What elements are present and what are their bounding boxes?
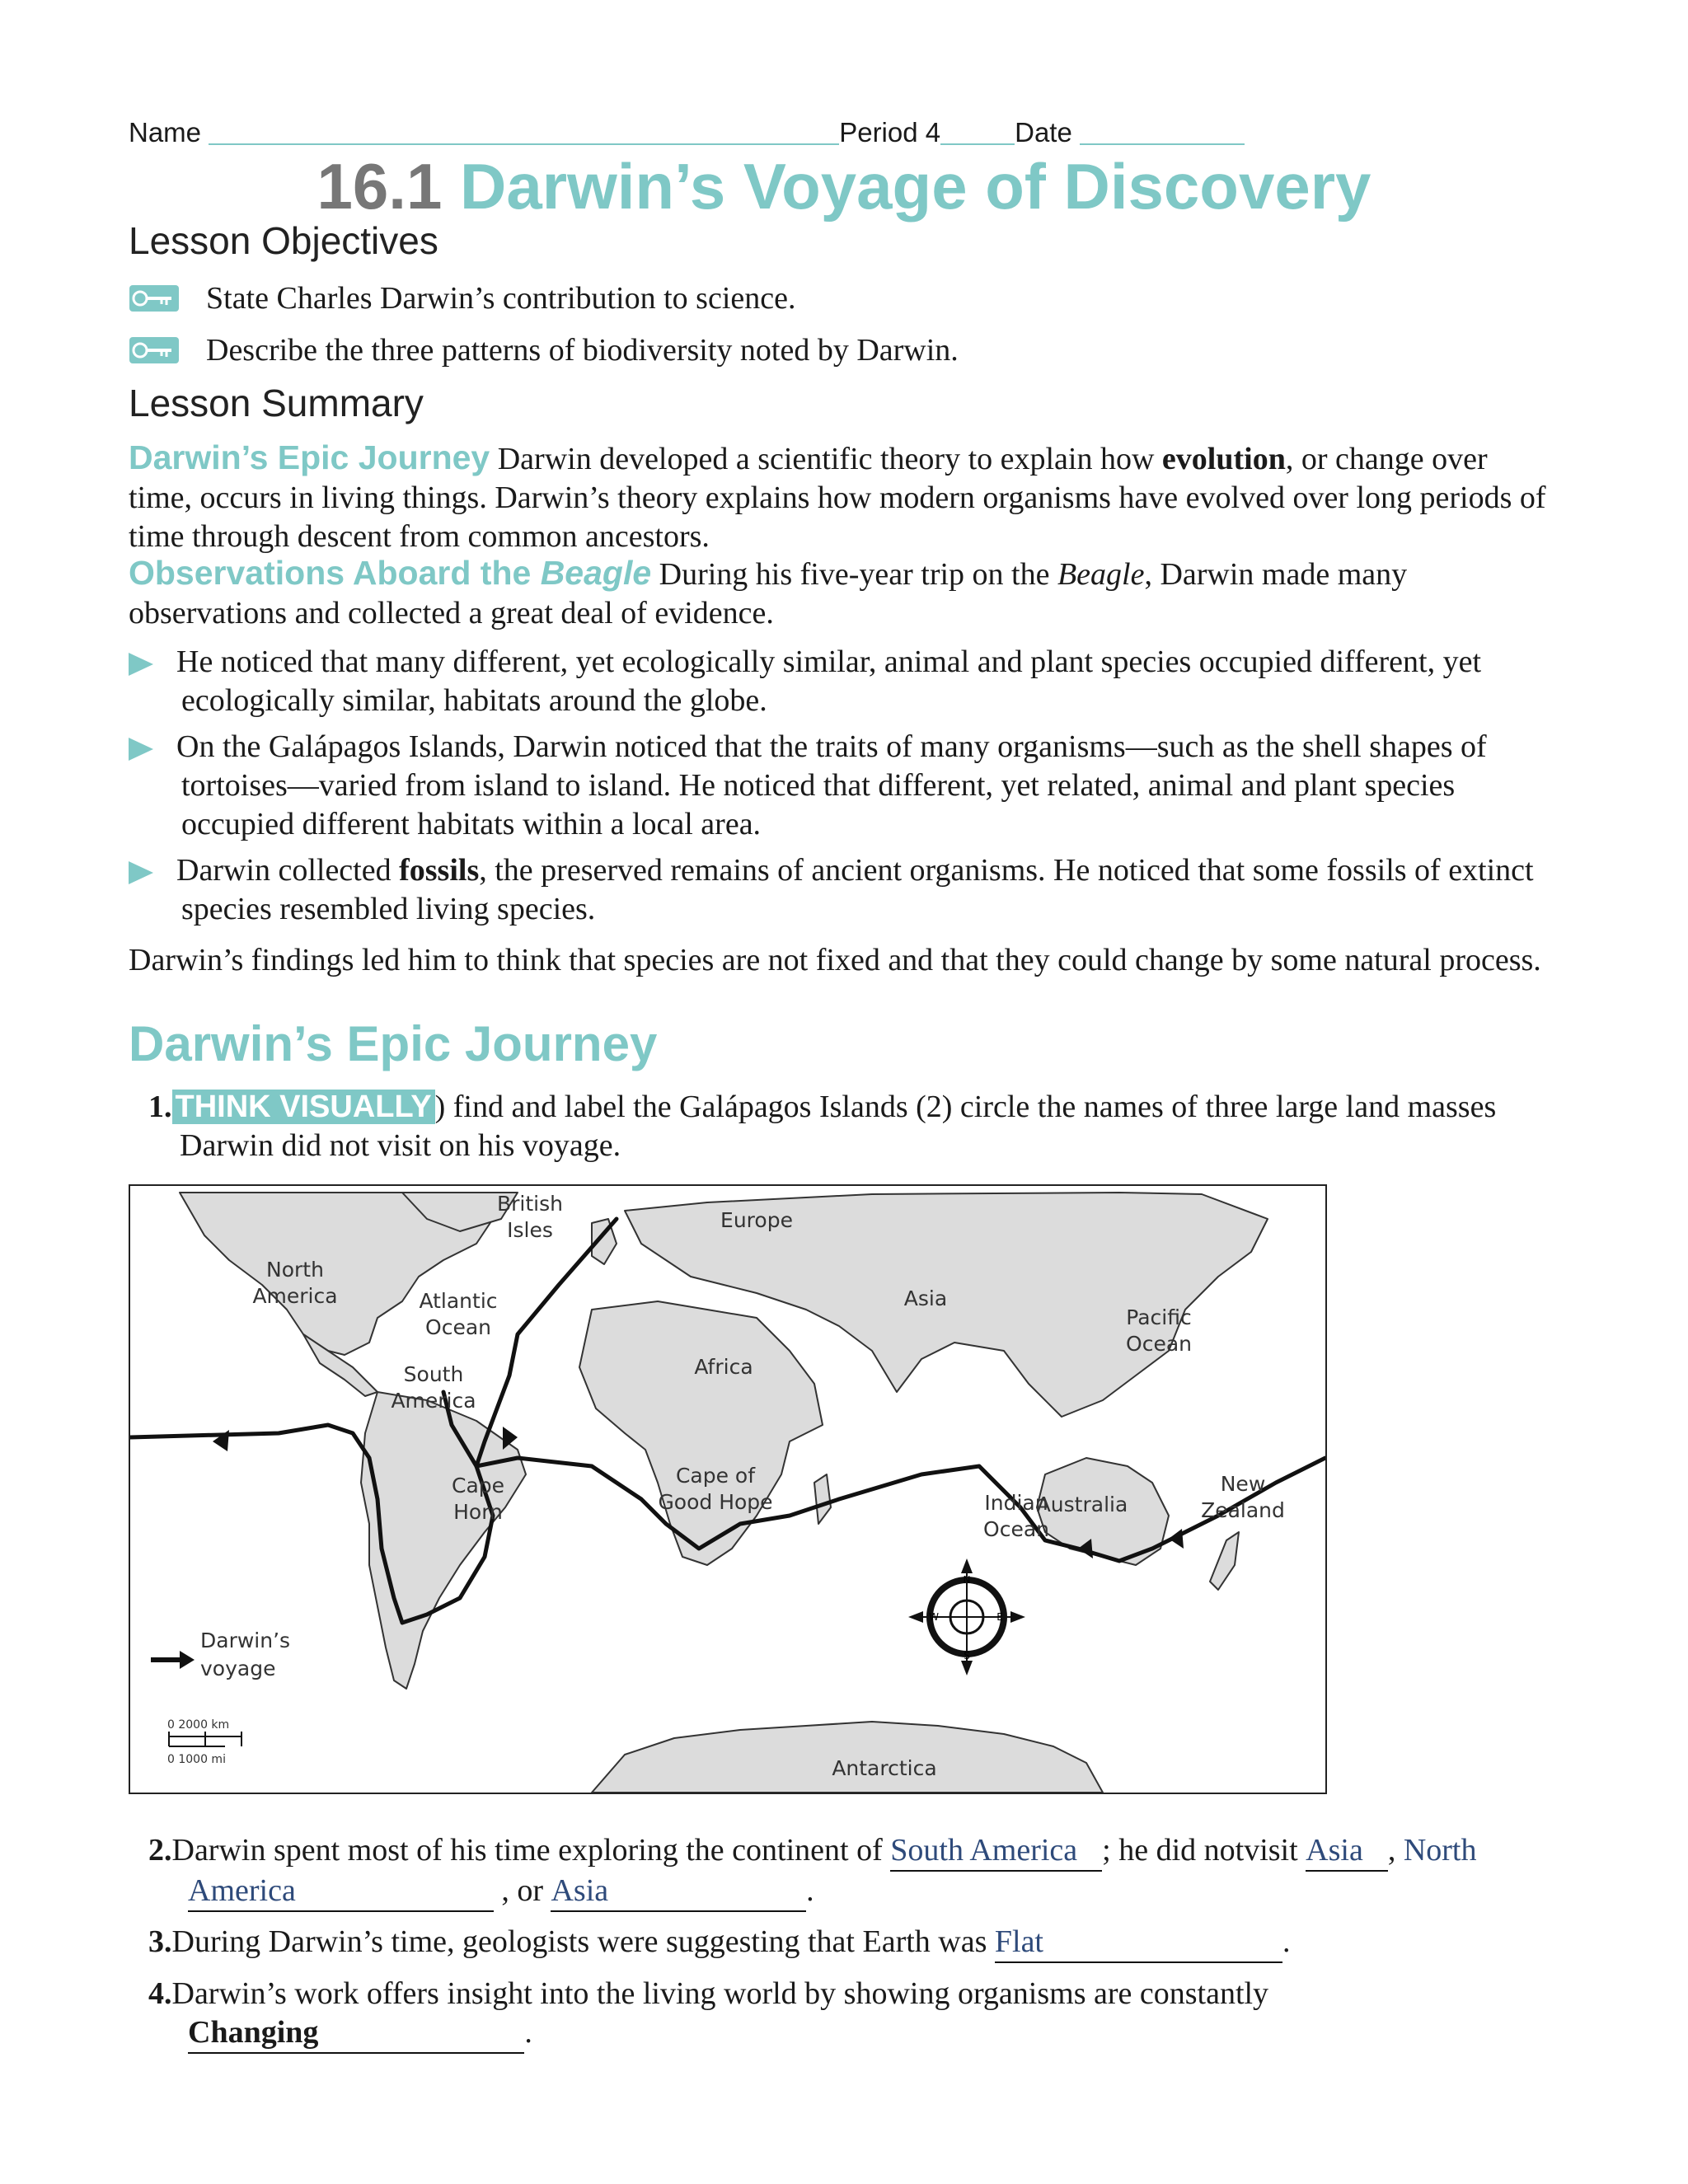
key-icon: [129, 284, 180, 312]
period-blank: [940, 119, 1015, 145]
question-3: [148, 1923, 1550, 1963]
triangle-bullet-icon: [129, 861, 153, 884]
paragraph-lead: Darwin’s Epic Journey: [129, 438, 490, 476]
label-africa: Africa: [694, 1355, 753, 1379]
answer-blank[interactable]: Asia: [551, 1872, 806, 1912]
question-4: [148, 1975, 1550, 2054]
label-british-isles: Isles: [507, 1218, 553, 1242]
label-europe: Europe: [720, 1208, 793, 1232]
lead-italic: Beagle: [540, 554, 652, 592]
bullet-item: [129, 728, 1563, 844]
madagascar-landmass: [814, 1474, 831, 1524]
question-2: [148, 1831, 1550, 1912]
bullet-text: ecologically similar, habitats around the globe.: [181, 683, 767, 718]
answer-blank[interactable]: South America: [890, 1831, 1102, 1872]
title-text: Darwin’s Voyage of Discovery: [460, 150, 1372, 223]
name-blank[interactable]: [209, 119, 839, 145]
period-label: Period: [839, 117, 918, 148]
question-text: .: [524, 2015, 532, 2050]
label-australia: Australia: [1036, 1493, 1128, 1516]
label-south-america: America: [391, 1389, 476, 1413]
answer-blank[interactable]: Asia: [1306, 1831, 1388, 1872]
bullet-text: , the preserved remains of ancient organisms. He noticed that some fossils of extinct: [479, 853, 1534, 888]
label-north-america: America: [252, 1284, 338, 1308]
paragraph-text: Darwin developed a scientific theory to explain how: [490, 442, 1162, 476]
scale-km: 0 2000 km: [167, 1718, 230, 1732]
page-title: [0, 148, 1688, 224]
question-number: 2.: [148, 1833, 172, 1868]
compass-s: S: [964, 1650, 970, 1661]
bullet-text: occupied different habitats within a local area.: [181, 807, 762, 841]
bullet-item: [129, 643, 1563, 720]
answer-blank[interactable]: Changing: [188, 2013, 524, 2054]
map-legend: [151, 1629, 290, 1680]
date-blank[interactable]: [1080, 119, 1245, 145]
answer-text: North: [1403, 1833, 1477, 1868]
paragraph-text: During his five-year trip on the: [651, 557, 1057, 592]
answer-blank[interactable]: Flat: [995, 1923, 1282, 1963]
africa-landmass: [579, 1301, 823, 1565]
think-visually-badge: THINK VISUALLY: [172, 1090, 435, 1124]
label-pacific: Ocean: [1126, 1332, 1192, 1356]
objective-text: Describe the three patterns of biodiversity noted by Darwin.: [206, 333, 959, 368]
summary-paragraph-observations: [129, 554, 1554, 633]
period-value[interactable]: 4: [925, 117, 941, 148]
label-atlantic: Ocean: [425, 1315, 491, 1339]
legend-line1: Darwin’s: [200, 1629, 291, 1652]
bullet-text: Darwin collected: [176, 853, 400, 888]
voyage-map[interactable]: [129, 1184, 1327, 1794]
title-number: 16.1: [316, 150, 443, 223]
bullet-item: [129, 851, 1563, 929]
summary-paragraph-journey: [129, 438, 1554, 556]
label-cape-horn: Horn: [453, 1500, 503, 1524]
date-label: Date: [1015, 117, 1072, 148]
label-new-zealand: New: [1220, 1472, 1266, 1496]
triangle-bullet-icon: [129, 738, 153, 761]
question-1: [148, 1088, 1550, 1165]
label-antarctica: Antarctica: [832, 1756, 937, 1780]
label-cape-good-hope: Good Hope: [658, 1490, 773, 1514]
label-pacific: Pacific: [1126, 1305, 1192, 1329]
question-text: ; he did notvisit: [1102, 1833, 1306, 1868]
legend-line2: voyage: [200, 1657, 276, 1680]
question-text: ,: [1387, 1833, 1404, 1868]
paragraph-text: , Darwin made many observations and collected a great deal of evidence.: [129, 557, 1408, 630]
label-new-zealand: Zealand: [1201, 1498, 1285, 1522]
world-map-svg: [130, 1186, 1325, 1793]
bullet-text: tortoises—varied from island to island. He noticed that different, yet related, animal and plant species: [181, 768, 1456, 803]
compass-n: N: [963, 1574, 971, 1586]
new-zealand-landmass: [1210, 1532, 1239, 1590]
objectives-heading: Lesson Objectives: [129, 219, 438, 262]
question-text: ) find and label the Galápagos Islands (2) circle the names of three large land masses: [434, 1090, 1497, 1124]
question-text: .: [806, 1873, 814, 1908]
question-text: .: [1282, 1924, 1291, 1959]
question-text: Darwin’s work offers insight into the living world by showing organisms are constantly: [171, 1976, 1269, 2011]
name-label: Name: [129, 117, 202, 148]
question-text: Darwin did not visit on his voyage.: [180, 1128, 621, 1163]
ship-name: Beagle: [1057, 557, 1145, 592]
question-text: Darwin spent most of his time exploring the continent of: [171, 1833, 891, 1868]
label-atlantic: Atlantic: [419, 1289, 498, 1313]
bullet-text: species resembled living species.: [181, 892, 596, 926]
label-cape-horn: Cape: [451, 1474, 505, 1497]
label-north-america: North: [266, 1258, 324, 1282]
answer-blank[interactable]: America: [188, 1872, 494, 1912]
compass-w: W: [929, 1611, 939, 1623]
compass-e: E: [996, 1611, 1003, 1623]
term-fossils: fossils: [399, 853, 480, 888]
triangle-bullet-icon: [129, 653, 153, 676]
summary-heading: Lesson Summary: [129, 382, 424, 424]
section-heading-journey: Darwin’s Epic Journey: [129, 1016, 658, 1071]
question-number: 4.: [148, 1976, 172, 2011]
label-cape-good-hope: Cape of: [675, 1464, 756, 1488]
bullet-text: He noticed that many different, yet ecologically similar, animal and plant species occupied different, yet: [176, 644, 1482, 679]
objective-item: [129, 278, 796, 319]
south-america-landmass: [361, 1392, 526, 1689]
paragraph-text: , or change over time, occurs in living things. Darwin’s theory explains how modern organisms have evolved over long periods of time through descent from common ancestors.: [129, 442, 1546, 554]
label-british-isles: British: [497, 1192, 563, 1216]
label-asia: Asia: [903, 1286, 948, 1310]
term-evolution: evolution: [1161, 442, 1286, 476]
question-text: During Darwin’s time, geologists were suggesting that Earth was: [171, 1924, 995, 1959]
scale-bar: [167, 1718, 241, 1766]
label-south-america: South: [403, 1362, 464, 1386]
paragraph-lead: [129, 554, 651, 592]
key-icon: [129, 336, 180, 364]
label-indian-ocean: Ocean: [983, 1517, 1049, 1541]
objective-text: State Charles Darwin’s contribution to science.: [206, 281, 796, 316]
scale-mi: 0 1000 mi: [167, 1753, 226, 1766]
conclusion-paragraph: Darwin’s findings led him to think that species are not fixed and that they could change by some natural process.: [129, 943, 1541, 977]
lead-text: Observations Aboard the: [129, 554, 541, 592]
question-text: , or: [493, 1873, 551, 1908]
question-number: 1.: [148, 1090, 172, 1124]
compass-rose: [908, 1558, 1025, 1675]
objective-item: [129, 330, 959, 371]
label-indian-ocean: Indian: [984, 1491, 1048, 1515]
question-number: 3.: [148, 1924, 172, 1959]
bullet-text: On the Galápagos Islands, Darwin noticed that the traits of many organisms—such as the shell shapes of: [176, 729, 1487, 764]
